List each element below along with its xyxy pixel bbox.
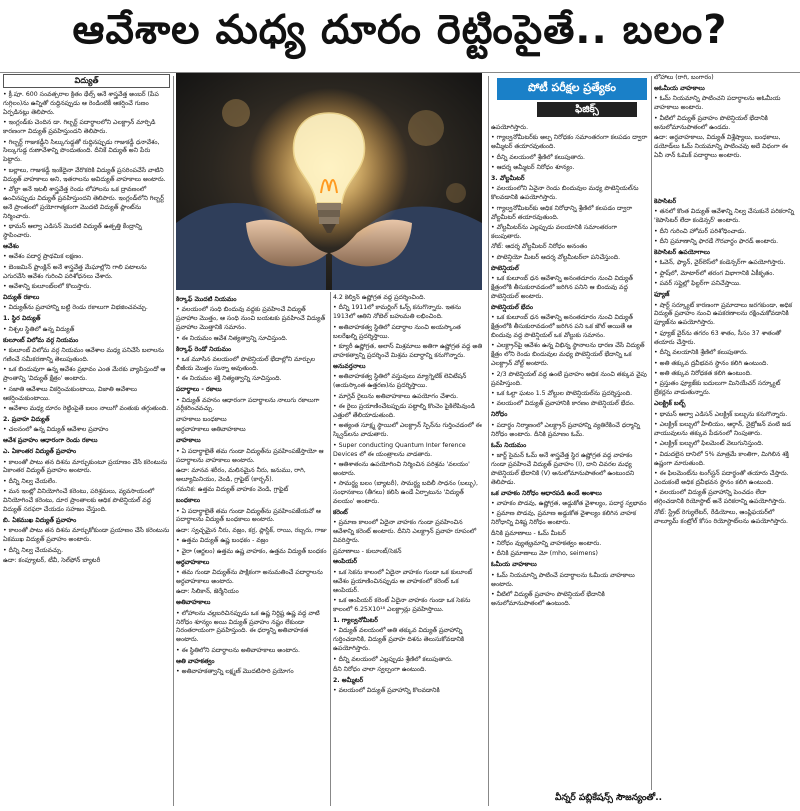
paragraph: • విద్యుత్‌ను ప్రవాహాన్ని బట్టి రెండు రకాలుగా విభజించవచ్చు. — [3, 304, 148, 312]
paragraph: • ఈ రైలు ప్రయాణించేటప్పుడు పట్టాల్ని కొంచెం పైకిలేపివుండి ఎత్తులో తేలియాడుతుంది. — [333, 402, 476, 419]
subheading: కిర్కాఫ్ రెండో నియమం — [176, 345, 232, 353]
paragraph: వాహకాలు బంధకాలు — [176, 415, 227, 423]
paragraph: • ఒక ఓల్టా ఘటం 1.5 వోల్టుల పొటెన్షియల్‌ను ప్రదర్శిస్తుంది. — [491, 389, 633, 397]
paragraph: • దీన్ని నిల్వ చేయవచ్చు. — [3, 546, 64, 554]
subheading: ఓమీయ వాహకాలు — [491, 561, 537, 569]
article-column-5-top — [654, 74, 797, 194]
paragraph: • పదార్థం నిర్మాణంలో ఎలక్ట్రాన్ ప్రవాహాన్ని వ్యతిరేకించే ధర్మాన్ని నిరోధం అంటారు. దీనికి ప్రమాణం ఓమ్. — [491, 421, 640, 438]
paragraph: • Super conducting Quantum Inter ference Devices లో ఈ యంత్రాలను వాడతారు. — [333, 441, 466, 458]
paragraph: • ఒక సెకను కాలంలో ఏదైనా వాహకం గుండా ఒక కులూంబ్ ఆవేశం ప్రయాణించినప్పుడు ఆ వాహకంలో కరెంట్ ఒక ఆంపియర్. — [333, 568, 473, 594]
paragraph: • ఈ స్థితిలోని పదార్థాలను అతివాహకాలు అంటారు. — [176, 646, 300, 654]
paragraph: • ఆతిశాతంను ఉపయోగించి నిర్మించిన పరిశ్రమ 'వలయం' అంటారు. — [333, 460, 470, 477]
paragraph: • దీన్ని వలయంలో ఎల్లప్పుడు శ్రేణిలో కలుపుతారు. — [333, 655, 453, 663]
subheading: పొటెన్షియల్ — [491, 264, 519, 272]
publisher-credit: వీన్నర్ పబ్లికేషన్స్ సౌజన్యంతో.. — [555, 793, 663, 803]
subheading: 2. ప్రవాహ విద్యుత్ — [3, 415, 50, 423]
paragraph: ఉదా: మానవ శరీరం, మలినమైన నీరు, జనుము, రాగి, అల్యూమినియం, వెండి, గ్రాఫైట్ (కార్బన్). — [176, 466, 306, 483]
paragraph: • తమ గుండా విద్యుత్‌ను పాక్షికంగా అనుమతించే పదార్థాలను అర్ధవాహకాలు అంటారు. — [176, 568, 323, 585]
paragraph: • దీన్ని వలయంలో శ్రేణిలో కలుపుతారు. — [491, 153, 585, 161]
paragraph: • ఈ నియమం శక్తి నిత్యత్వాన్ని సూచిస్తుంది. — [176, 375, 282, 383]
paragraph: • ఈ ఫిలమెంట్‌ను టంగ్‌స్టన్ పదార్థంతో తయారు చేస్తారు. ఎందుకంటే అధిక ద్రవీభవన స్థానం కలిగి ఉంటుంది. — [654, 469, 789, 486]
paragraph: • ప్రస్తుతం ఫ్యూజ్‌కు బదులుగా మినియేచర్ సర్క్యూట్ బ్రేకర్లను వాడుతున్నారు. — [654, 380, 781, 397]
subheading: కిర్కాఫ్ మొదటి నియమం — [176, 296, 237, 303]
paragraph: • బల్లాలు, గాజుకడ్డీ ఇంకేదైనా వేరొకరికి విద్యుత్ ప్రసరింపచేసే వాటిని విద్యుత్ వాహకాలు అని, ఇతరాలను అవిద్యుత్ వాహకాలు అంటారు. — [3, 166, 166, 183]
paragraph: • థామస్ ఆల్వా ఎడిసన్ ఎలక్ట్రిక్ బల్బును కనుగొన్నారు. — [654, 410, 788, 418]
paragraph: • ఒక కులూంబ్ ధన ఆవేశాన్ని అనంతదూరం నుంచి విద్యుత్ క్షేత్రంలోకి తీసుకురావడంలో జరిగిన పనిని ఆ బిందువు వద్ద పొటెన్షియల్ అంటారు. — [491, 275, 633, 300]
paragraph: లోహాలు (రాగి, బంగారం) — [654, 74, 714, 81]
paragraph: ఉదా: కంప్యూటర్, టీవీ, సెల్‌ఫోన్ బ్యాటరీ — [3, 557, 101, 565]
paragraph: • వైరా (ఆర్జలం) ఉత్తమ ఉష్ణ వాహకం, ఉత్తమ విద్యుత్ బంధకం — [176, 547, 327, 555]
paragraph: • ఏ పదార్థాలైతే తమ గుండా విద్యుత్‌ను ప్రవహింపజేస్తాయో ఆ పదార్థాలను వాహకాలు అంటారు. — [176, 447, 324, 464]
paragraph: • ఉత్తమ విద్యుత్ ఉష్ణ బంధకం - వజ్రం — [176, 537, 269, 545]
paragraph: • ఒక బిందువుగా ఉన్న ఆవేశం ప్రభావం ఎంత మేరకు వ్యాపిస్తుందో ఆ ప్రాంతాన్ని 'విద్యుత్ క్షేత్రం' అంటారు. — [3, 366, 166, 383]
paragraph: • గిల్బర్ట్ గాజుకడ్డీని సిల్కుగుడ్డతో రుద్దినప్పుడు గాజుకడ్డీ ధనావేశం, సిల్కుగుడ్డ రుణావేశాన్ని పొందుతుంది. దీనికే విద్యుత్ అని పేరు పెట్టారు. — [3, 138, 160, 164]
paragraph: • ఓవెన్, ఫ్యాన్, వైర్‌లెస్‌లో కండెన్సర్‌గా ఉపయోగిస్తారు. — [654, 259, 786, 267]
paragraph: • ఆవేశం పదార్థ ప్రాథమిక లక్షణం. — [3, 253, 84, 261]
paragraph: • సామర్థ్య బలం (బ్యాటరీ), సామర్థ్య బదిలీ సాధనం (బల్బు), సంధానకాలు (తీగలు) కలిసి ఉండే ఏర్పాటును 'విద్యుత్ వలయం' అంటారు. — [333, 480, 478, 506]
paragraph: • థామస్ ఆల్వా ఎడిసన్ మొదటి విద్యుత్ ఉత్పత్తి కేంద్రాన్ని స్థాపించారు. — [3, 223, 142, 240]
subheading: అఓమీయ వాహకాలు — [654, 84, 705, 92]
subheading: బి. ఏకముఖ విద్యుత్ ప్రవాహం — [3, 516, 77, 524]
column-rule-3 — [488, 76, 489, 806]
paragraph: • ఒక ఆంపియర్ కరెంట్ ఏదైనా వాహకం గుండా ఒక సెకను కాలంలో 6.25X10¹⁸ ఎలక్ట్రాన్లు ప్రవహిస్తాయి. — [333, 597, 471, 613]
column-rule-2 — [330, 292, 331, 806]
paragraph: నోట్: స్ట్రేట్ రెగ్యులేటర్, రేడియోలు, ఆంప్లిఫయర్‌లో వాల్యూమ్ కంట్రోల్ కోసం రియోస్టాట్‌లను ఉపయోగిస్తారు. — [654, 508, 788, 525]
subject-label: ఫిజిక్స్ — [537, 102, 637, 117]
subheading: ఓమ్ నియమం — [491, 441, 527, 449]
paragraph: • షార్ట్ సర్క్యూట్ కారణంగా ప్రమాదాలు జరగకుండా, అధిక విద్యుత్ ప్రవాహం నుంచి ఉపకరణాలను రక్షించుకోవడానికి ఫ్యూజ్‌ను ఉపయోగిస్తారు. — [654, 301, 793, 327]
paragraph: • వోల్టమీటర్‌ను ఎల్లప్పుడు వలయానికి సమాంతరంగా కలుపుతారు. — [491, 224, 618, 240]
subheading: కులూంబ్ విలోమ వర్గ నియమం — [3, 336, 79, 344]
paragraph: • ఒక కులూంబ్ ధన ఆవేశాన్ని అనంతదూరం నుంచి విద్యుత్ క్షేత్రంలోకి తీసుకురావడంలో జరిగిన పని ఒక జౌల్ అయితే ఆ బిందువు వద్ద పొటెన్షియల్ ఒక వోల్టుకు సమానం. — [491, 314, 633, 340]
subheading: 3. వోల్టమీటర్ — [491, 175, 525, 183]
article-column-3 — [333, 294, 485, 809]
headline: ఆవేశాల మధ్య దూరం రెట్టింపైతే.. బలం? — [72, 7, 728, 53]
subheading: ఎ. ఏకాంతర విద్యుత్ ప్రవాహం — [3, 448, 77, 456]
paragraph: గమనిక: ఉత్తమ విద్యుత్ వాహకం వెండి, గ్రాఫైట్ — [176, 486, 289, 494]
paragraph: • అత్యంత సూక్ష్మ స్థాయిలో ఎలక్ట్రాన్ స్పిన్‌ను గుర్తించడంలో ఈ స్క్విడ్‌లను వాడుతారు. — [333, 422, 482, 439]
subheading: నిరోధం — [491, 411, 508, 419]
subheading: ఎలక్ట్రిక్ బల్బ్ — [654, 400, 686, 408]
paragraph: దీనికి ప్రమాణాలు - ఓమ్ మీటర్ — [491, 529, 566, 537]
paragraph: • విడుదలైన దానిలో 5% మాత్రమే కాంతిగా, మిగిలిన శక్తి ఉష్ణంగా మారుతుంది. — [654, 450, 789, 467]
subheading: కెపాసిటర్ ఉపయోగాలు — [654, 249, 710, 257]
paragraph: • వలయంలో విద్యుత్ ప్రవాహాన్ని కొలవడానికి — [333, 687, 440, 695]
paragraph: • నిశ్చల స్థితిలో ఉన్న విద్యుత్ — [3, 325, 75, 333]
subheading: 2. అమ్మీటర్ — [333, 676, 364, 684]
paragraph: • దీన్ని వలయానికి శ్రేణిలో కలుపుతారు. — [654, 349, 748, 357]
paragraph: • ఏ పదార్థాలైతే తమ గుండా విద్యుత్‌ను ప్రవహింపజేయవో ఆ పదార్థాలను విద్యుత్ బంధకాలు అంటారు. — [176, 507, 321, 524]
paragraph: • జార్జ్ సైమన్ ఓమ్ అనే శాస్త్రవేత్త స్థిర ఉష్ణోగ్రత వద్ద వాహకం గుండా ప్రవహించే విద్యుత్ ప్రవాహం (I), దాని చివరల మధ్య పొటెన్షియల్ భేదానికి (V) అనులోమానుపాతంలో ఉంటుందని తెలిపాడు. — [491, 451, 635, 486]
paragraph: • ఆవేశాన్ని కులూంబ్‌లలో కొలుస్తారు. — [3, 283, 92, 291]
paragraph: • 2/3 పొటెన్షియల్ వద్ద ఉంటే ప్రవాహం అధిక నుంచి తక్కువ వైపు ప్రవహిస్తుంది. — [491, 370, 647, 387]
paragraph: • తనలో కొంత విద్యుత్ ఆవేశాన్ని నిల్వ చేసుకునే పరికరాన్ని 'కెపాసిటర్ లేదా కండెన్సర్' అంటారు. — [654, 208, 795, 225]
paragraph: • ఆవేశాల మధ్య దూరం రెట్టింపైతే బలం నాలుగో వంతుకు తగ్గుతుంది. — [3, 405, 169, 412]
subheading: అర్ధవాహకాలు — [176, 558, 210, 566]
article-column-4 — [491, 124, 648, 809]
paragraph: • వీటిలో విద్యుత్ ప్రవాహం పొటెన్షియల్ భేదానికి అనులోమానుపాతంలో ఉంటుంది. — [491, 591, 605, 607]
section-heading: విద్యుత్ — [3, 74, 170, 88]
paragraph: • ఆదర్శ అమ్మీటర్ నిరోధం శూన్యం. — [491, 164, 575, 172]
paragraph: ఉదా: అర్ధవాహకాలు, విద్యుత్ విశ్లేష్యాలు, బంధకాలు, డయోడ్‌లు ఓమ్ నియమాన్ని పాటించవు అదే విధంగా ఈ ఏవీ నాన్ ఓమిక్ పదార్థాలు అంటారు. — [654, 133, 788, 159]
paragraph: • చలనంలో ఉన్న విద్యుత్ ఆవేశాల ప్రవాహం — [3, 426, 109, 434]
paragraph: • గ్యాల్వనోమీటర్‌కు అధిక నిరోధాన్ని శ్రేణిలో కలపడం ద్వారా వోల్టమీటర్ తయారవుతుంది. — [491, 204, 633, 221]
paragraph: • పవర్ సప్లైల్లో ఫిల్టర్‌గా పనిచేస్తాయి. — [654, 280, 741, 288]
paragraph: • మాగ్లెవ్ రైలును అతివాహకాలు ఉపయోగం చేశారు. — [333, 392, 459, 400]
lightbulb-photo — [176, 73, 482, 290]
paragraph: • విద్యుత్ వలయంలో అతి తక్కువ విద్యుత్ ప్రవాహాన్ని గుర్తించడానికి, విద్యుత్ ప్రవాహ దిశను తెలుసుకోవడానికి ఉపయోగిస్తారు. — [333, 627, 465, 653]
column-rule-1 — [173, 76, 174, 806]
paragraph: • ఇంగ్లండ్‌కు చెందిన డా. గిల్బర్ట్ పదార్థాలలోని ఎలక్ట్రాన్ మార్పిడి కారణంగా విద్యుత్ ప్రవహిస్తుందని తెలిపారు. — [3, 119, 156, 136]
article-column-5 — [654, 196, 797, 791]
paragraph: • ఒక మూసిన వలయంలో పొటెన్షియల్ భేదాల్లోని మార్పుల బీజీయ మొత్తం సున్నా అవుతుంది. — [176, 355, 315, 372]
paragraph: ఉదా: స్వచ్ఛమైన నీరు, వజ్రం, కర్ర, ప్లాస్టిక్, రాయి, రబ్బరు, గాజు — [176, 526, 327, 534]
subheading: ఆవేశం — [3, 243, 19, 250]
paragraph: • దీని ప్రమాణాన్ని ఫారడే గౌరవార్థం ఫారడ్ అంటారు. — [654, 238, 779, 246]
column-rule-4 — [651, 76, 652, 790]
subheading: అతివాహకాలు — [176, 599, 211, 607]
paragraph: • ఈ నియమం ఆవేశ నిత్యత్వాన్ని సూచిస్తుంది. — [176, 334, 288, 342]
paragraph: • వలయంలో విద్యుత్ ప్రవాహాన్ని పెంచడం లేదా తగ్గించడానికి రియోస్టాట్ అనే పరికరాన్ని ఉపయోగిస్తారు. — [654, 489, 787, 506]
paragraph: • అతివాహకత్వ స్థితిలో వస్తువులు మ్యాగ్నెటిక్ లెవిటేషన్ (అయస్కాంత ఉత్తరణ)ను ప్రదర్శిస్తాయి. — [333, 373, 467, 390]
paragraph: అర్ధవాహకాలు అతివాహకాలు — [176, 426, 246, 434]
paragraph: • కాలంతో పాటు తన దిశను మార్చుకోకుండా ప్రయాణం చేసే కరెంటును ఏకముఖ విద్యుత్ ప్రవాహం అంటారు. — [3, 527, 170, 544]
paragraph: • నిరోధం వ్యుత్క్రమాన్ని వాహకత్వం అంటారు. — [491, 540, 602, 548]
subheading: వాహకాలు — [176, 437, 201, 445]
paragraph: • క్యూరీ ఉష్ణోగ్రత, అలాస్ మిశ్రమాలు అతిగా ఉష్ణోగ్రత వద్ద అతి వాహకత్వాన్ని ప్రదర్శించే మిశ్రమ పదార్థాన్ని కనుగొన్నారు. — [333, 343, 483, 359]
subheading: ఆతి వాహకత్వం — [176, 657, 215, 665]
paragraph: • ఫ్లాష్‌లో, మోటార్‌లో తరంగ విభాగానికి ఏకీకృతం. — [654, 269, 775, 277]
paragraph: 4.2 కెల్విన్ ఉష్ణోగ్రత వద్ద ప్రదర్శించింది. — [333, 294, 426, 301]
paragraph: • కులూంబ్ విలోమ వర్గ నియమం ఆవేశాల మధ్య పనిచేసే బలాలను గణించే సమీకరణాన్ని తెలుపుతుంది. — [3, 347, 164, 363]
paragraph: • వలయంలో విద్యుత్ ప్రవాహానికి కారణం పొటెన్షియల్ భేదం. — [491, 400, 635, 408]
article-column-2 — [176, 294, 327, 809]
paragraph: • లోహాలను చల్లబరిచినప్పుడు ఒక ఉష్ణ నిర్దిష్ట ఉష్ణ వద్ద వాటి నిరోధం శూన్యం అయి విద్యుత్ ప్రవాహం నష్టం లేకుండా నిరంతరాయంగా ప్రవహిస్తుంది. ఈ ధర్మాన్ని అతివాహకత అంటారు. — [176, 609, 320, 644]
paragraph: • వాహకం పొడవు, ఉష్ణోగ్రత, అడ్డుకోత వైశాల్యం, పదార్థ స్వభావం — [491, 499, 647, 507]
paragraph: • ఓమ్ నియమాన్ని పాటించే పదార్థాలను ఓమీయ వాహకాలు అంటారు. — [491, 571, 635, 588]
paragraph: • ప్రమాణ కాలంలో ఏదైనా వాహకం గుండా ప్రవహించిన ఆవేశాన్ని కరెంట్ అంటారు. దీనిని ఎలక్ట్రాన్ ప్రవాహ రూపంలో వివరిస్తారు. — [333, 519, 477, 545]
paragraph: దీని నిరోధం చాలా స్వల్పంగా ఉంటుంది. — [333, 665, 427, 673]
paragraph: • ప్రమాణ పొడవు, ప్రమాణ అడ్డుకోత వైశాల్యం కలిగిన వాహక నిరోధాన్ని విశిష్ట నిరోధం అంటారు. — [491, 510, 637, 527]
paragraph: • దీనికి ప్రమాణాలు మో (mho, seimens) — [491, 550, 598, 558]
paragraph: ఉదా: సిలికాన్, జెర్మేనియం — [176, 588, 239, 596]
paragraph: • ఓమ్ నియమాన్ని పాటించని పదార్థాలను అఓమీయ వాహకాలు అంటారు. — [654, 95, 781, 112]
subheading: పొటెన్షియల్ భేదం — [491, 303, 534, 311]
subheading: కెపాసిటర్ — [654, 198, 677, 205]
paragraph: ప్రమాణాలు - కులూంబ్/సెకన్ — [333, 547, 402, 555]
subheading: విద్యుత్ రకాలు — [3, 294, 40, 302]
paragraph: • వీటిలో విద్యుత్ ప్రవాహం పొటెన్షియల్ భేదానికి అనులోమానుపాతంలో ఉండదు. — [654, 114, 768, 131]
subheading: పదార్థాలు - రకాలు — [176, 386, 222, 394]
exam-special-banner — [497, 78, 647, 118]
paragraph: • క్రీ.పూ. 600 సంవత్సరాల క్రితం థేల్స్ అనే శాస్త్రవేత్త అంబర్ (పేప గుగ్గిలం)ను ఉన్నితో రుద్దినప్పుడు ఆ రెండింటికీ ఆకర్షించే గుణం ఏర్పడినట్లు తెలిపారు. — [3, 91, 159, 116]
paragraph: నోట్: ఆదర్శ వోల్టమీటర్ నిరోధం అనంతం — [491, 243, 588, 251]
paragraph: ఉపయోగిస్తారు. — [491, 124, 529, 131]
subheading: ఆంపియర్ — [333, 558, 358, 566]
paragraph: • వోల్టా అనే ఇటలీ శాస్త్రవేత్త రెండు లోహాలను ఒక ద్రావణంలో ఉంచినప్పుడు విద్యుత్ ప్రవహిస్తుందని తెలిపారు. ఇంగ్లండ్‌లోని గిల్బర్ట్ అనే ప్రాంతంలో ప్రయోగాత్మకంగా మొదటి విద్యుత్ ప్లాంట్‌ను నిర్మించారు. — [3, 186, 164, 220]
paragraph: • విద్యుత్ వహనం ఆధారంగా పదార్థాలను నాలుగు రకాలుగా వర్గీకరించవచ్చు. — [176, 396, 320, 413]
subheading: 1. స్థిర విద్యుత్ — [3, 315, 41, 323]
paragraph: • వలయంలోని ఏవైనా రెండు బిందువుల మధ్య పొటెన్షియల్‌ను కొలవడానికి ఉపయోగిస్తారు. — [491, 185, 639, 202]
paragraph: • ఎలక్ట్రిక్ బల్బులో ఫిలమెంట్ వెలుగునిస్తుంది. — [654, 440, 764, 448]
paragraph: • అతి తక్కువ నిరోధకత కలిగి ఉంటుంది. — [654, 369, 752, 377]
subheading: 1. గ్యాల్వనోమీటర్ — [333, 616, 378, 624]
subheading: ఒక వాహకం నిరోధం ఆధారపడి ఉండే అంశాలు — [491, 489, 602, 497]
exam-special-label: పోటీ పరీక్షల ప్రత్యేకం — [497, 78, 647, 100]
subheading: బంధకాలు — [176, 497, 201, 505]
article-column-1 — [3, 74, 170, 809]
paragraph: • మన ఇంట్లో వినియోగించే కరెంటు, పరిశ్రమలు, వ్యవసాయంలో వినియోగించే కరెంటు, దూర ప్రాంతాలకు ఆధిక పొటెన్షియల్ వద్ద విద్యుత్ సరఫరా చేయడం సహజం చేస్తుంది. — [3, 488, 155, 514]
paragraph: • అతివాహకత్వాన్ని లక్ష్మణ్ మొదటిసారి ప్రయోగం — [176, 668, 294, 676]
paragraph: • కాలంతో పాటు తన దిశను మార్చుకుంటూ ప్రయాణం చేసే కరెంటును ఏకాంతర విద్యుత్ ప్రవాహం అంటారు. — [3, 458, 168, 475]
paragraph: • పొటెన్షియో మీటర్ ఆదర్శ వోల్టమీటర్‌లా పనిచేస్తుంది. — [491, 253, 621, 261]
paragraph: • అతివాహకత్వ స్థితిలో పదార్థాల నుంచి అయస్కాంత బలరేఖల్ని ప్రదర్శిస్తాయి. — [333, 323, 461, 340]
paragraph: • దీని గురించి హోమర్ పరిశోధించాడు. — [654, 227, 747, 235]
subheading: ఆవేశ ప్రవాహం ఆధారంగా రెండు రకాలు — [3, 437, 98, 445]
paragraph: • ఫ్యూజ్ వైర్‌ను తగరం 63 శాతం, సీసం 37 శాతంతో తయారు చేస్తారు. — [654, 329, 782, 346]
paragraph: • గ్యాల్వనోమీటర్‌కు అల్ప నిరోధకం సమాంతరంగా కలపడం ద్వారా అమ్మీటర్ తయారవుతుంది. — [491, 134, 648, 151]
paragraph: • సజాతి ఆవేశాలు వికర్షించుకుంటాయి, విజాతి ఆవేశాలు ఆకర్షించుకుంటాయి. — [3, 385, 137, 402]
paragraph: • వలయంలో సంధి బిందువు వద్దకు ప్రవహించే విద్యుత్ ప్రవాహాల మొత్తం, ఆ సంధి నుంచి బయటకు ప్రవహించే విద్యుత్ ప్రవాహాల మొత్తానికి సమానం. — [176, 306, 326, 332]
paragraph: • బెంజమిన్ ఫ్రాంక్లిన్ అనే శాస్త్రవేత్త మేఘాల్లోని గాలి పటాలను ఎగురవేసి ఆవేశం గురించి పరిశోధనలు చేశారు. — [3, 263, 147, 280]
subheading: కరెంట్ — [333, 508, 348, 516]
subheading: ఫ్యూజ్ — [654, 291, 670, 299]
paragraph: • దీన్ని 1911లో కామర్లింగ్ ఓన్స్ కనుగొన్నారు. ఇతను 1913లో ఆతిని నోబెల్ బహుమతి లభించింది. — [333, 304, 462, 321]
paragraph: • దీన్ని నిల్వ చేయలేం. — [3, 477, 58, 485]
paragraph: • ఎలక్ట్రిక్ బల్బులో హీలియం, ఆర్గాన్, నైట్రోజన్ వంటి జడ వాయువులను తక్కువ పీడనంలో నింపుతారు. — [654, 420, 791, 437]
paragraph: • ఎలక్ట్రాన్‌పై ఆవేశం ఉన్న విభిన్న స్థానాలను ధారణ చేసే విద్యుత్ క్షేత్రం లోని రెండు బిందువుల మధ్య పొటెన్షియల్ భేదాన్ని ఒక ఎలక్ట్రాన్ వోల్ట్ అంటారు. — [491, 342, 645, 368]
subheading: అనువర్తనాలు — [333, 362, 366, 370]
paragraph: • అతి తక్కువ ద్రవీభవన స్థానం కలిగి ఉంటుంది. — [654, 359, 769, 367]
